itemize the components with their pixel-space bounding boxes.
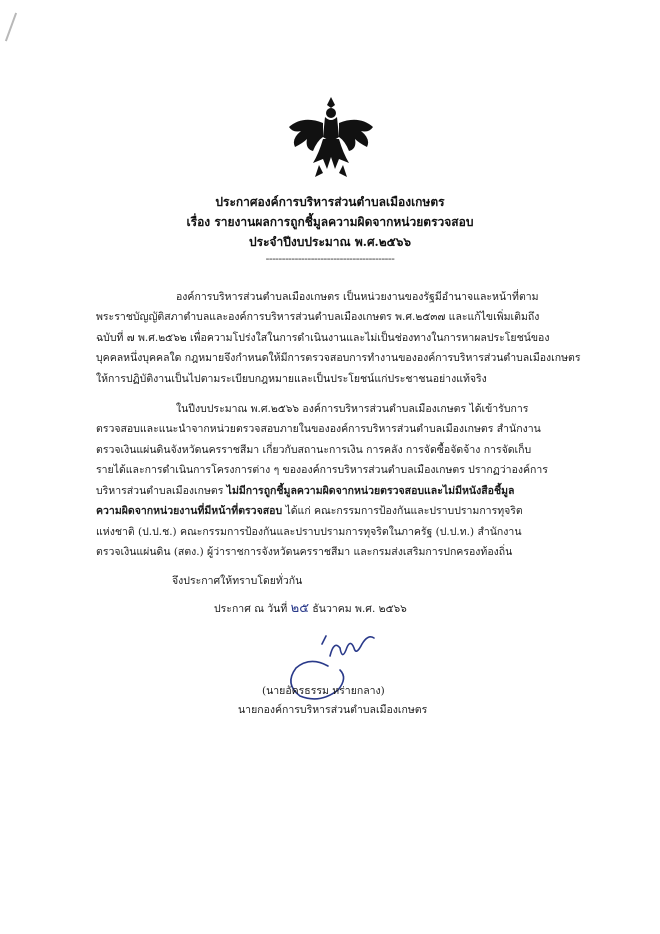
date-line (214, 602, 660, 616)
scan-mark (5, 13, 17, 42)
closing-line: จึงประกาศให้ทราบโดยทั่วกัน (172, 575, 303, 587)
paragraph2-line3: ตรวจเงินแผ่นดินจังหวัดนครราชสีมา เกี่ยวกับสถานะการเงิน การคลัง การจัดซื้อจัดจ้าง การจัดเก็บ (96, 444, 532, 456)
paragraph2-line6 (96, 504, 566, 518)
announcement-title: ประกาศองค์การบริหารส่วนตำบลเมืองเกษตร (215, 195, 445, 209)
paragraph2-line1: ในปีงบประมาณ พ.ศ.๒๕๖๖ องค์การบริหารส่วนตำบลเมืองเกษตร ได้เข้ารับการ (176, 403, 529, 415)
paragraph1-line4: บุคคลหนึ่งบุคคลใด กฎหมายจึงกำหนดให้มีการตรวจสอบการทำงานขององค์การบริหารส่วนตำบลเมืองเกษตร (96, 352, 581, 364)
paragraph2-line8: ตรวจเงินแผ่นดิน (สตง.) ผู้ว่าราชการจังหวัดนครราชสีมา และกรมส่งเสริมการปกครองท้องถิ่น (96, 546, 513, 558)
date-day: ๒๕ (290, 601, 310, 616)
paragraph2-line5-text: บริหารส่วนตำบลเมืองเกษตร (96, 485, 227, 497)
signatory-title: นายกองค์การบริหารส่วนตำบลเมืองเกษตร (238, 704, 428, 716)
paragraph2-line7: แห่งชาติ (ป.ป.ช.) คณะกรรมการป้องกันและปราบปรามการทุจริตในภาครัฐ (ป.ป.ท.) สำนักงาน (96, 526, 522, 538)
paragraph2-line2: ตรวจสอบและแนะนำจากหน่วยตรวจสอบภายในขององค์การบริหารส่วนตำบลเมืองเกษตร สำนักงาน (96, 423, 541, 435)
divider: ---------------------------------------- (265, 252, 395, 265)
paragraph1-line2: พระราชบัญญัติสภาตำบลและองค์การบริหารส่วนตำบลเมืองเกษตร พ.ศ.๒๕๓๗ และแก้ไขเพิ่มเติมถึง (96, 311, 540, 323)
announcement-subject: เรื่อง รายงานผลการถูกชี้มูลความผิดจากหน่วยตรวจสอบ (186, 215, 474, 229)
fiscal-year: ประจำปีงบประมาณ พ.ศ.๒๕๖๖ (249, 235, 411, 249)
garuda-emblem-icon (283, 93, 379, 181)
signatory-name: (นายอัครธรรม หร่ายกลาง) (262, 685, 385, 697)
paragraph1-line3: ฉบับที่ ๗ พ.ศ.๒๕๖๒ เพื่อความโปร่งใสในการดำเนินงานและไม่เป็นช่องทางในการหาผลประโยชน์ของ (96, 332, 550, 344)
paragraph2-line6-text: ได้แก่ คณะกรรมการป้องกันและปราบปรามการทุจริต (282, 505, 523, 517)
paragraph2-line4: รายได้และการดำเนินการโครงการต่าง ๆ ขององค์การบริหารส่วนตำบลเมืองเกษตร ปรากฏว่าองค์การ (96, 464, 548, 476)
paragraph2-line5-bold: ไม่มีการถูกชี้มูลความผิดจากหน่วยตรวจสอบและไม่มีหนังสือชี้มูล (226, 485, 515, 497)
paragraph2-line5 (96, 484, 566, 498)
paragraph2-line6-bold: ความผิดจากหน่วยงานที่มีหน้าที่ตรวจสอบ (96, 505, 283, 517)
date-suffix: ธันวาคม พ.ศ. ๒๕๖๖ (309, 603, 407, 615)
paragraph1-line5: ให้การปฏิบัติงานเป็นไปตามระเบียบกฎหมายและเป็นประโยชน์แก่ประชาชนอย่างแท้จริง (96, 373, 487, 385)
date-prefix: ประกาศ ณ วันที่ (214, 603, 291, 615)
paragraph1-line1: องค์การบริหารส่วนตำบลเมืองเกษตร เป็นหน่วยงานของรัฐมีอำนาจและหน้าที่ตาม (176, 291, 539, 303)
